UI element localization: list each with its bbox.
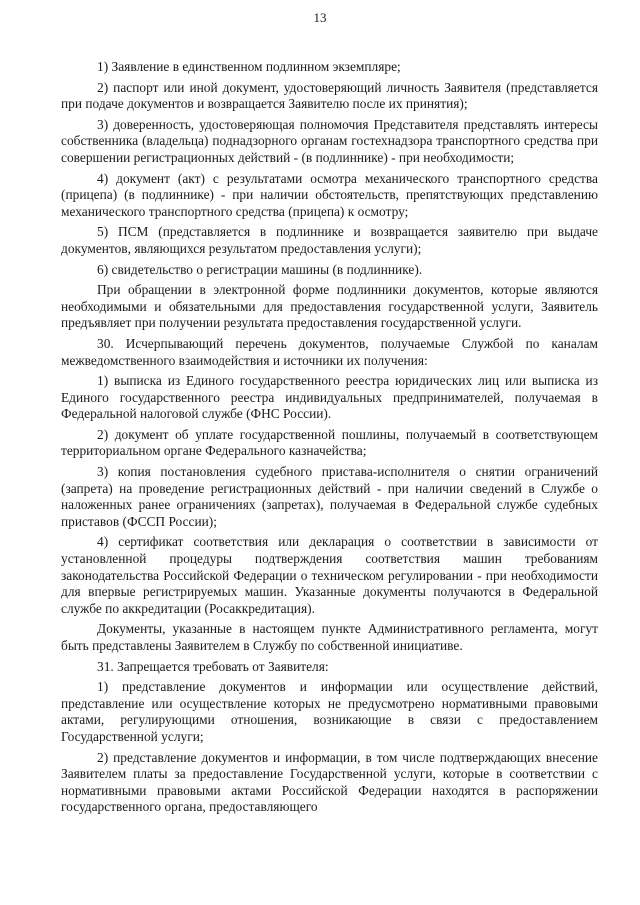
- paragraph: 3) доверенность, удостоверяющая полномочия Представителя представлять интересы собственника (владельца) поднадзорного органам гостехнадзора транспортного средства при совершении регистрационных действий - (в подлиннике) - при необходимости;: [61, 116, 598, 165]
- paragraph: 4) сертификат соответствия или декларация о соответствии в зависимости от установленной процедуры подтверждения соответствия машин требованиям законодательства Российской Федерации о техническом регулировании - при необходимости для впервые регистрируемых машин. Указанные документы получаются в Федеральной службе по аккредитации (Росаккредитация).: [61, 534, 598, 616]
- paragraph: 5) ПСМ (представляется в подлиннике и возвращается заявителю при выдаче документов, являющихся результатом предоставления услуги);: [61, 224, 598, 256]
- paragraph: 6) свидетельство о регистрации машины (в подлиннике).: [97, 261, 423, 277]
- paragraph: 1) выписка из Единого государственного реестра юридических лиц или выписка из Единого государственного реестра индивидуальных предпринимателей, получаемая в Федеральной налоговой службе (ФНС России).: [61, 373, 598, 422]
- document-body: [61, 59, 598, 820]
- paragraph: 3) копия постановления судебного пристава-исполнителя о снятии ограничений (запрета) на проведение регистрационных действий - при наличии сведений в Службе о наложенных ранее ограничениях (запретах), получаемая в Федеральной службе судебных приставов (ФССП России);: [61, 464, 598, 529]
- paragraph: 2) паспорт или иной документ, удостоверяющий личность Заявителя (представляется при подаче документов и возвращается Заявителю после их принятия);: [61, 79, 598, 112]
- paragraph: 30. Исчерпывающий перечень документов, получаемые Службой по каналам межведомственного взаимодействия и источники их получения:: [61, 335, 598, 368]
- paragraph: 2) документ об уплате государственной пошлины, получаемый в соответствующем территориальном органе Федерального казначейства;: [61, 426, 598, 459]
- paragraph: 1) Заявление в единственном подлинном экземпляре;: [97, 59, 401, 74]
- paragraph: 4) документ (акт) с результатами осмотра механического транспортного средства (прицепа) (в подлиннике) - при наличии обстоятельств, препятствующих представлению механического транспортного средства (прицепа) к осмотру;: [61, 170, 598, 219]
- paragraph: 1) представление документов и информации или осуществление действий, представление или осуществление которых не предусмотрено нормативными правовыми актами, регулирующими отношения, возникающие в связи с предоставлением Государственной услуги;: [61, 679, 598, 744]
- page-number: 13: [313, 10, 327, 25]
- paragraph: 2) представление документов и информации, в том числе подтверждающих внесение Заявителем платы за предоставление Государственной услуги, которые в соответствии с нормативными правовыми актами Российской Федерации находятся в распоряжении государственного органа, предоставляющего: [61, 749, 598, 815]
- paragraph: При обращении в электронной форме подлинники документов, которые являются необходимыми и обязательными для предоставления государственной услуги, Заявитель предъявляет при получении результата предоставления государственной услуги.: [61, 282, 598, 331]
- paragraph: 31. Запрещается требовать от Заявителя:: [97, 658, 329, 674]
- paragraph: Документы, указанные в настоящем пункте Административного регламента, могут быть представлены Заявителем в Службу по собственной инициативе.: [61, 621, 598, 653]
